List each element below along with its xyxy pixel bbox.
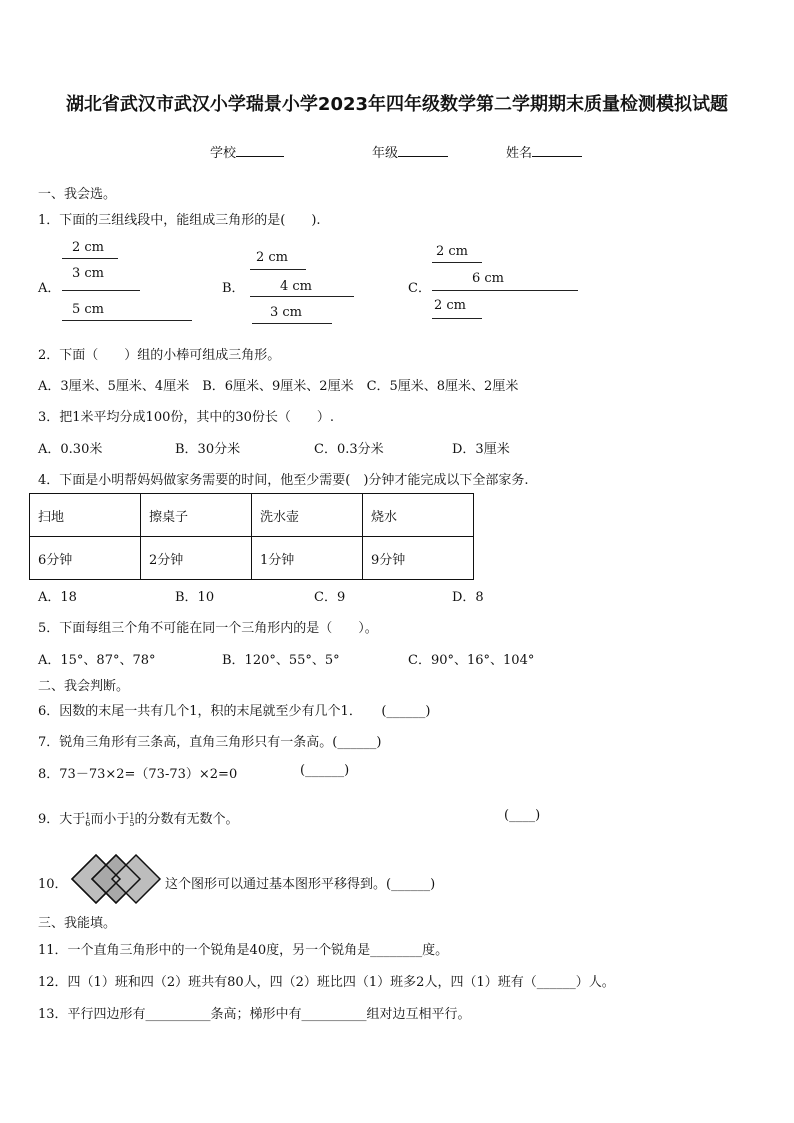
segment-group-a (62, 240, 202, 330)
table-cell: 1分钟 (252, 537, 363, 580)
question-8: 8．73－73×2=（73-73）×2=0 (38, 767, 238, 782)
question-10-number: 10． (38, 877, 68, 892)
option-a[interactable]: A．15°、87°、78° (38, 653, 156, 668)
segment-line (432, 318, 482, 319)
table-header-cell: 洗水壶 (252, 494, 363, 537)
option-b[interactable]: B．120°、55°、5° (222, 653, 340, 668)
denominator: 6 (85, 818, 91, 828)
segment-line (62, 258, 118, 259)
table-header-cell: 扫地 (30, 494, 141, 537)
option-a[interactable]: A．0.30米 (38, 442, 103, 457)
answer-blank[interactable]: (____) (504, 808, 541, 823)
segment-line (62, 290, 140, 291)
name-label: 姓名 (506, 146, 533, 161)
segment-line (250, 269, 306, 270)
denominator: 5 (129, 818, 135, 828)
segment-label: 2 cm (256, 250, 289, 265)
diamond-pattern-icon (70, 853, 162, 905)
table-cell: 6分钟 (30, 537, 141, 580)
option-b[interactable]: B．30分米 (175, 442, 241, 457)
segment-line (432, 262, 482, 263)
question-11: 11．一个直角三角形中的一个锐角是40度，另一个锐角是________度。 (38, 943, 449, 958)
page-title: 湖北省武汉市武汉小学瑞景小学2023年四年级数学第二学期期末质量检测模拟试题 (65, 94, 729, 115)
question-13: 13．平行四边形有__________条高；梯形中有__________组对边互相平行。 (38, 1007, 471, 1022)
segment-label: 5 cm (72, 302, 105, 317)
question-9-middle: 而小于 (90, 812, 130, 827)
segment-label: 2 cm (434, 298, 467, 313)
segment-label: 3 cm (72, 266, 105, 281)
option-c[interactable]: C． (408, 281, 431, 296)
question-9 (38, 808, 239, 827)
option-b[interactable]: B． (222, 281, 245, 296)
section-heading: 二、我会判断。 (38, 679, 130, 694)
option-a[interactable]: A．18 (38, 590, 77, 605)
question-7: 7．锐角三角形有三条高，直角三角形只有一条高。(______) (38, 735, 382, 750)
question-9-suffix: 的分数有无数个。 (134, 812, 239, 827)
question-5: 5．下面每组三个角不可能在同一个三角形内的是（ ）。 (38, 621, 378, 636)
question-2: 2．下面（ ）组的小棒可组成三角形。 (38, 348, 281, 363)
table-cell: 2分钟 (141, 537, 252, 580)
section-heading: 一、我会选。 (38, 187, 117, 202)
question-4: 4．下面是小明帮妈妈做家务需要的时间，他至少需要( )分钟才能完成以下全部家务. (38, 473, 529, 488)
question-1: 1．下面的三组线段中，能组成三角形的是( ). (38, 213, 321, 228)
grade-field[interactable] (372, 142, 448, 161)
grade-label: 年级 (372, 146, 399, 161)
school-label: 学校 (210, 146, 237, 161)
segment-label: 4 cm (280, 279, 313, 294)
table-header-cell: 烧水 (363, 494, 474, 537)
numerator: 1 (85, 811, 91, 821)
question-6: 6．因数的末尾一共有几个1，积的末尾就至少有几个1． (______) (38, 704, 431, 719)
option-c[interactable]: C．0.3分米 (314, 442, 384, 457)
option-a[interactable]: A． (38, 281, 61, 296)
segment-line (250, 296, 354, 297)
table-row (30, 537, 474, 580)
option-d[interactable]: D．8 (452, 590, 484, 605)
table-row (30, 494, 474, 537)
segment-line (432, 290, 578, 291)
answer-blank[interactable]: (______) (300, 763, 350, 778)
question-9-prefix: 9．大于 (38, 812, 86, 827)
chores-table (29, 493, 474, 580)
question-12: 12．四（1）班和四（2）班共有80人，四（2）班比四（1）班多2人，四（1）班有（______）人。 (38, 975, 615, 990)
segment-line (62, 320, 192, 321)
option-c[interactable]: C．9 (314, 590, 346, 605)
segment-label: 6 cm (472, 271, 505, 286)
segment-group-c (432, 244, 582, 324)
table-cell: 9分钟 (363, 537, 474, 580)
segment-line (252, 323, 332, 324)
option-d[interactable]: D．3厘米 (452, 442, 510, 457)
section-heading: 三、我能填。 (38, 916, 117, 931)
question-3: 3．把1米平均分成100份，其中的30份长（ ）. (38, 410, 335, 425)
option-b[interactable]: B．10 (175, 590, 215, 605)
name-field[interactable] (506, 142, 582, 161)
segment-label: 2 cm (436, 244, 469, 259)
segment-label: 3 cm (270, 305, 303, 320)
question-10: 这个图形可以通过基本图形平移得到。(______) (165, 877, 436, 892)
segment-group-b (250, 250, 360, 330)
table-header-cell: 擦桌子 (141, 494, 252, 537)
school-field[interactable] (210, 142, 284, 161)
option-c[interactable]: C．90°、16°、104° (408, 653, 535, 668)
question-2-options: A．3厘米、5厘米、4厘米 B．6厘米、9厘米、2厘米 C．5厘米、8厘米、2厘米 (38, 379, 519, 394)
segment-label: 2 cm (72, 240, 105, 255)
numerator: 1 (129, 811, 135, 821)
